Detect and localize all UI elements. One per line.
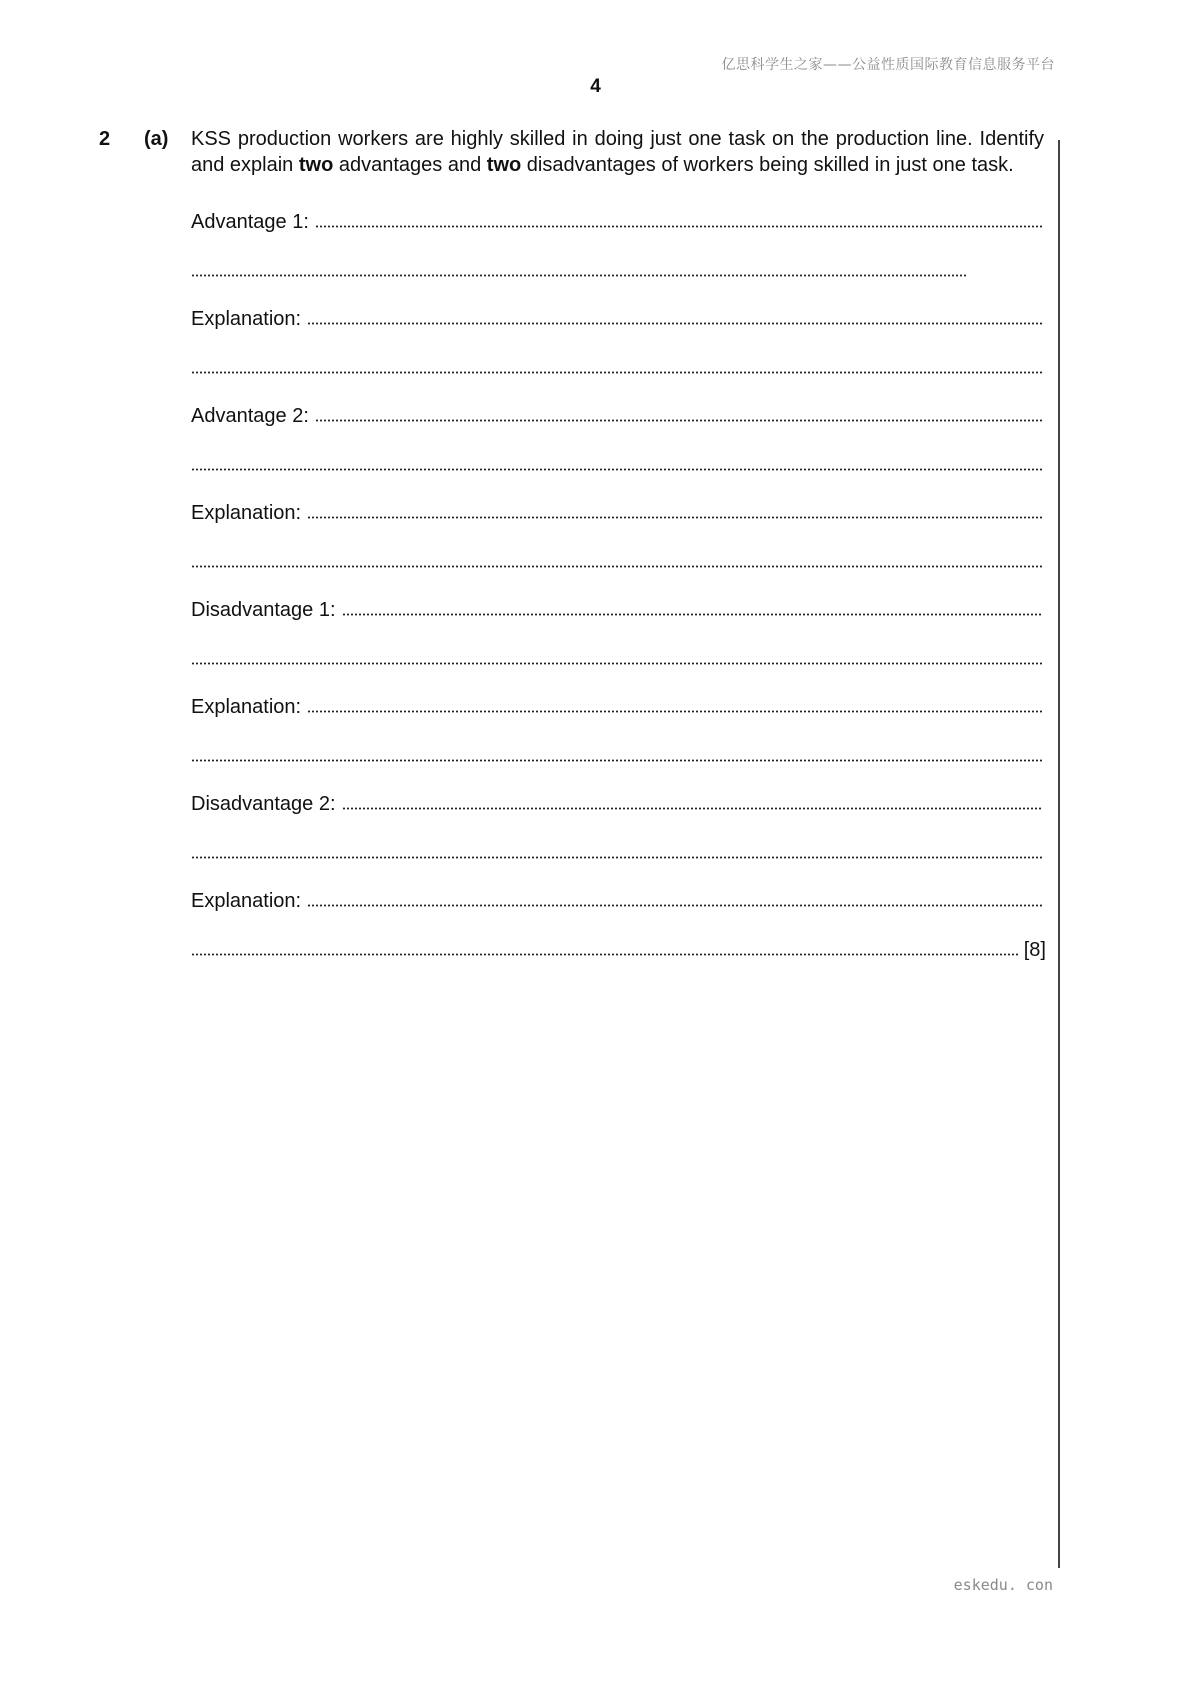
answer-label: Advantage 2:: [191, 405, 309, 427]
answer-label: Explanation:: [191, 502, 302, 524]
dotted-line: [191, 856, 1043, 859]
dotted-line: [191, 953, 1018, 956]
dotted-line: [315, 225, 1043, 228]
answer-line-explanation-4[interactable]: [191, 885, 1043, 913]
answer-line-explanation-2-cont[interactable]: [191, 546, 1043, 574]
answer-line-advantage-2-cont[interactable]: [191, 449, 1043, 477]
answer-label: Advantage 1:: [191, 211, 309, 233]
question-part: (a): [144, 128, 169, 150]
answer-line-explanation-3[interactable]: [191, 691, 1043, 719]
dotted-line: [307, 904, 1043, 907]
dotted-line: [191, 274, 967, 277]
question-text-3: disadvantages of workers being skilled in just one task.: [521, 154, 1014, 176]
question-bold-2: two: [486, 154, 522, 176]
marks-label: [8]: [1023, 939, 1046, 961]
dotted-line: [315, 419, 1043, 422]
question-text-2: advantages and: [333, 154, 487, 176]
dotted-line: [307, 516, 1043, 519]
dotted-line: [342, 613, 1043, 616]
answer-line-explanation-1-cont[interactable]: [191, 352, 1043, 380]
footer-watermark: eskedu. con: [953, 1576, 1053, 1594]
answer-line-disadvantage-1-cont[interactable]: [191, 643, 1043, 671]
answer-label: Explanation:: [191, 696, 302, 718]
dotted-line: [342, 807, 1043, 810]
answer-line-advantage-2[interactable]: [191, 400, 1043, 428]
answer-line-explanation-1[interactable]: [191, 303, 1043, 331]
dotted-line: [191, 759, 1043, 762]
dotted-line: [307, 322, 1043, 325]
answer-label: Explanation:: [191, 308, 302, 330]
dotted-line: [191, 565, 1043, 568]
dotted-line: [191, 662, 1043, 665]
question-text-1: KSS production workers are highly skilled in doing just one task on the production line. Identify and explain: [191, 128, 1044, 176]
answer-line-disadvantage-1[interactable]: [191, 594, 1043, 622]
question-text: [191, 126, 1044, 178]
answer-label: Disadvantage 1:: [191, 599, 336, 621]
question-bold-1: two: [298, 154, 334, 176]
answer-line-explanation-3-cont[interactable]: [191, 740, 1043, 768]
answer-line-advantage-1-cont[interactable]: [191, 255, 967, 283]
dotted-line: [191, 468, 1043, 471]
answer-line-explanation-2[interactable]: [191, 497, 1043, 525]
answer-label: Disadvantage 2:: [191, 793, 336, 815]
answer-label: Explanation:: [191, 890, 302, 912]
margin-rule: [1058, 140, 1060, 1568]
answer-line-explanation-4-cont[interactable]: [191, 934, 1046, 962]
page-number: 4: [590, 76, 601, 97]
answer-line-disadvantage-2[interactable]: [191, 788, 1043, 816]
answer-line-advantage-1[interactable]: [191, 206, 1043, 234]
question-number: 2: [99, 128, 111, 150]
dotted-line: [307, 710, 1043, 713]
answer-line-disadvantage-2-cont[interactable]: [191, 837, 1043, 865]
header-watermark: 亿思科学生之家——公益性质国际教育信息服务平台: [721, 57, 1055, 73]
dotted-line: [191, 371, 1043, 374]
